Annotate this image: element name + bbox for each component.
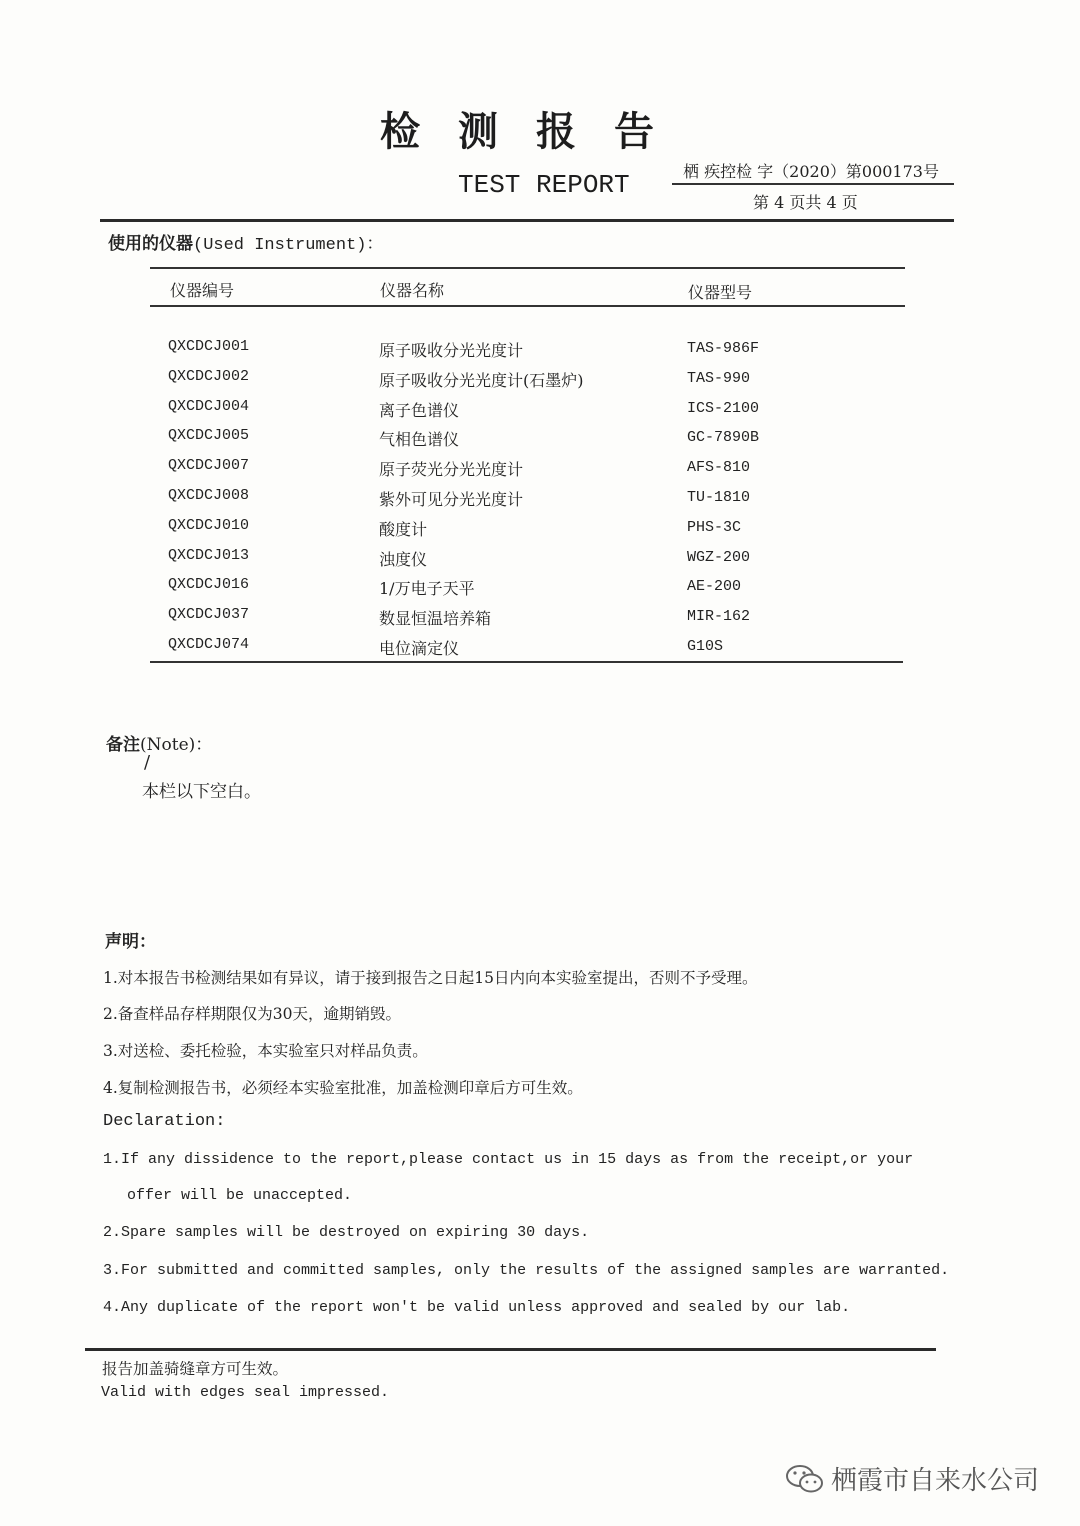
note-title-cn: 备注 xyxy=(106,735,140,755)
report-number: 栖 疾控检 字（2020）第000173号 xyxy=(683,162,939,181)
footer-note-cn: 报告加盖骑缝章方可生效。 xyxy=(102,1360,289,1378)
column-header-name: 仪器名称 xyxy=(380,281,445,300)
declaration-en-item: 2.Spare samples will be destroyed on expiring 30 days. xyxy=(103,1224,590,1241)
wechat-icon xyxy=(785,1463,825,1495)
cell-instrument-name: 酸度计 xyxy=(379,519,428,539)
report-title-en: TEST REPORT xyxy=(458,170,630,200)
cell-instrument-model: PHS-3C xyxy=(687,518,742,536)
cell-instrument-model: MIR-162 xyxy=(687,608,751,626)
cell-instrument-name: 数显恒温培养箱 xyxy=(379,609,492,629)
cell-instrument-name: 气相色谱仪 xyxy=(379,430,460,450)
cell-instrument-name: 1/万电子天平 xyxy=(379,579,475,599)
instrument-section-title xyxy=(108,229,383,255)
declaration-cn-title: 声明： xyxy=(105,932,156,952)
cell-instrument-name: 离子色谱仪 xyxy=(379,400,460,420)
report-title-cn: 检测报告 xyxy=(380,108,692,155)
cell-instrument-model: ICS-2100 xyxy=(687,399,760,417)
cell-instrument-name: 紫外可见分光光度计 xyxy=(379,490,524,509)
watermark xyxy=(785,1460,1039,1497)
header-divider xyxy=(100,219,954,222)
cell-instrument-model: TAS-990 xyxy=(687,369,751,387)
cell-instrument-model: GC-7890B xyxy=(687,429,760,447)
cell-instrument-model: AE-200 xyxy=(687,578,742,596)
note-text: 本栏以下空白。 xyxy=(142,782,261,802)
instrument-section-title-en: (Used Instrument)： xyxy=(193,236,384,255)
declaration-en-title: Declaration: xyxy=(103,1112,226,1131)
cell-instrument-id: QXCDCJ005 xyxy=(168,427,250,445)
page-number: 第 4 页共 4 页 xyxy=(753,193,858,212)
cell-instrument-model: TU-1810 xyxy=(687,489,751,506)
footer-divider xyxy=(85,1348,936,1351)
cell-instrument-id: QXCDCJ001 xyxy=(168,338,250,355)
instrument-section-title-cn: 使用的仪器 xyxy=(108,234,193,254)
cell-instrument-id: QXCDCJ013 xyxy=(168,546,250,564)
note-title-en: (Note)： xyxy=(140,735,213,755)
cell-instrument-id: QXCDCJ008 xyxy=(168,487,250,504)
declaration-en-item-continued: offer will be unaccepted. xyxy=(127,1187,353,1204)
declaration-cn-item: 3.对送检、委托检验，本实验室只对样品负责。 xyxy=(103,1042,428,1060)
cell-instrument-id: QXCDCJ004 xyxy=(168,397,250,415)
cell-instrument-model: G10S xyxy=(687,638,724,655)
table-bottom-rule xyxy=(150,661,903,663)
cell-instrument-id: QXCDCJ074 xyxy=(168,636,250,653)
cell-instrument-id: QXCDCJ002 xyxy=(168,367,250,385)
cell-instrument-name: 原子吸收分光光度计 xyxy=(379,341,524,360)
cell-instrument-name: 原子荧光分光光度计 xyxy=(379,460,524,480)
cell-instrument-model: WGZ-200 xyxy=(687,548,751,566)
column-header-id: 仪器编号 xyxy=(170,281,235,300)
cell-instrument-id: QXCDCJ037 xyxy=(168,606,250,624)
cell-instrument-id: QXCDCJ010 xyxy=(168,516,250,534)
footer-note-en: Valid with edges seal impressed. xyxy=(101,1384,390,1401)
declaration-en-item: 4.Any duplicate of the report won't be valid unless approved and sealed by our lab. xyxy=(103,1299,851,1316)
watermark-text: 栖霞市自来水公司 xyxy=(831,1466,1040,1496)
cell-instrument-name: 浊度仪 xyxy=(379,549,428,569)
cell-instrument-id: QXCDCJ007 xyxy=(168,457,250,475)
declaration-cn-item: 1.对本报告书检测结果如有异议，请于接到报告之日起15日内向本实验室提出，否则不予受理。 xyxy=(103,969,758,987)
declaration-cn-item: 2.备查样品存样期限仅为30天，逾期销毁。 xyxy=(103,1005,402,1023)
cell-instrument-model: TAS-986F xyxy=(687,340,760,357)
cell-instrument-name: 电位滴定仪 xyxy=(379,639,460,658)
declaration-en-item: 3.For submitted and committed samples, only the results of the assigned samples are warranted. xyxy=(103,1262,950,1279)
cell-instrument-id: QXCDCJ016 xyxy=(168,576,250,594)
declaration-cn-item: 4.复制检测报告书，必须经本实验室批准，加盖检测印章后方可生效。 xyxy=(103,1079,583,1097)
cell-instrument-name: 原子吸收分光光度计(石墨炉) xyxy=(379,370,584,390)
cell-instrument-model: AFS-810 xyxy=(687,459,751,477)
note-title xyxy=(106,730,212,755)
note-slash: / xyxy=(144,752,151,773)
report-number-underline xyxy=(672,183,954,185)
table-header-rule xyxy=(150,305,905,307)
column-header-model: 仪器型号 xyxy=(688,283,753,302)
table-top-rule xyxy=(150,267,905,269)
declaration-en-item: 1.If any dissidence to the report,please contact us in 15 days as from the receipt,or your xyxy=(103,1151,914,1168)
